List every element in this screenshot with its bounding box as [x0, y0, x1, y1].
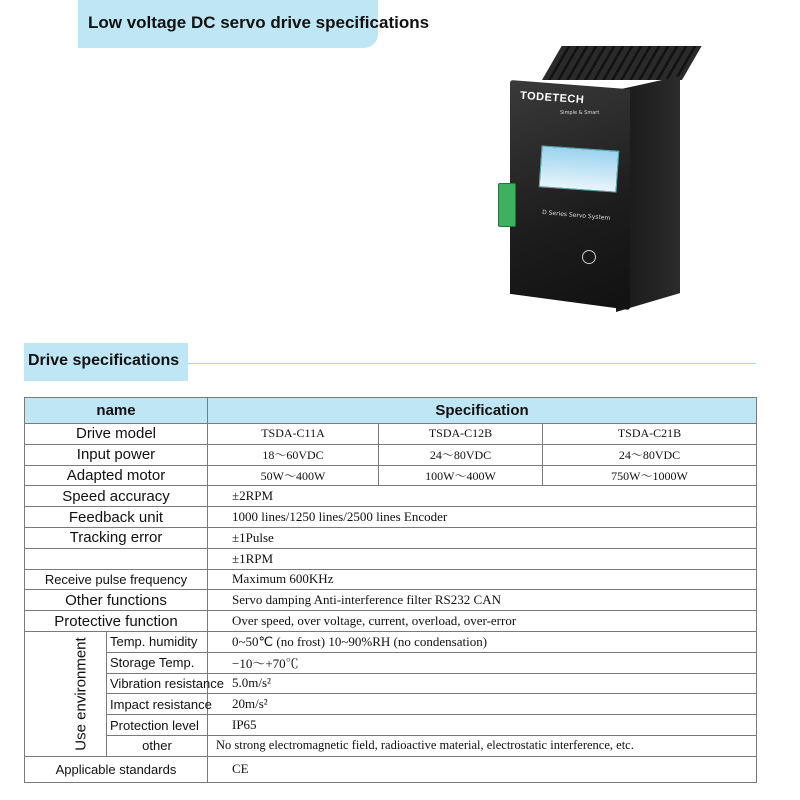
section-title: Drive specifications — [28, 352, 180, 369]
table-row — [25, 652, 757, 673]
table-row — [25, 694, 757, 715]
product-heatsink — [542, 46, 702, 80]
product-tagline: Simple & Smart — [560, 110, 600, 116]
cell-value: ±1RPM — [208, 548, 757, 569]
row-label: Drive model — [25, 424, 208, 445]
table-row — [25, 507, 757, 528]
use-environment-cell — [25, 631, 107, 756]
cell-value: 0~50℃ (no frost) 10~90%RH (no condensation) — [208, 631, 757, 652]
header-spec: Specification — [208, 398, 757, 424]
row-label-empty — [25, 548, 208, 569]
product-series: D Series Servo System — [541, 209, 611, 222]
cell-value: TSDA-C12B — [379, 424, 543, 445]
row-label: Temp. humidity — [107, 631, 208, 652]
cell-value: ±1Pulse — [208, 527, 757, 548]
cell-value: 18～60VDC — [208, 444, 379, 465]
page-title: Low voltage DC servo drive specifications — [88, 13, 430, 32]
cell-value: Over speed, over voltage, current, overload, over-error — [208, 611, 757, 632]
cell-value: Maximum 600KHz — [208, 569, 757, 590]
row-label: Vibration resistance — [107, 673, 208, 694]
cell-value: −10～+70℃ — [208, 652, 757, 673]
table-row — [25, 673, 757, 694]
cell-value: TSDA-C11A — [208, 424, 379, 445]
product-brand: TODETECH — [519, 89, 585, 107]
table-row — [25, 756, 757, 782]
row-label: Speed accuracy — [25, 486, 208, 507]
spec-table — [24, 397, 757, 783]
cell-value: No strong electromagnetic field, radioactive material, electrostatic interference, etc. — [208, 735, 757, 756]
table-row — [25, 424, 757, 445]
table-row — [25, 631, 757, 652]
cell-value: 20m/s² — [208, 694, 757, 715]
row-label: Impact resistance — [107, 694, 208, 715]
cell-value: 5.0m/s² — [208, 673, 757, 694]
cell-value: IP65 — [208, 715, 757, 736]
table-row — [25, 715, 757, 736]
row-label: Receive pulse frequency — [25, 569, 208, 590]
table-row — [25, 735, 757, 756]
row-label: Feedback unit — [25, 507, 208, 528]
row-label: Protective function — [25, 611, 208, 632]
row-label: Storage Temp. — [107, 652, 208, 673]
product-label — [539, 145, 620, 192]
table-row — [25, 548, 757, 569]
table-row — [25, 465, 757, 486]
row-label: Protection level — [107, 715, 208, 736]
table-row — [25, 611, 757, 632]
cell-value: Servo damping Anti-interference filter RS232 CAN — [208, 590, 757, 611]
use-environment-label: Use environment — [72, 637, 90, 751]
cell-value: 24～80VDC — [543, 444, 757, 465]
product-image — [498, 40, 698, 315]
table-row — [25, 527, 757, 548]
row-label: Tracking error — [25, 527, 208, 548]
row-label: other — [107, 735, 208, 756]
section-divider — [188, 363, 756, 364]
table-row — [25, 569, 757, 590]
row-label: Applicable standards — [25, 756, 208, 782]
cell-value: 1000 lines/1250 lines/2500 lines Encoder — [208, 507, 757, 528]
table-row — [25, 444, 757, 465]
table-row — [25, 590, 757, 611]
header-name: name — [25, 398, 208, 424]
cell-value: CE — [208, 756, 757, 782]
cell-value: 24～80VDC — [379, 444, 543, 465]
row-label: Adapted motor — [25, 465, 208, 486]
product-terminal — [498, 183, 516, 227]
row-label: Input power — [25, 444, 208, 465]
table-row — [25, 486, 757, 507]
cell-value: 750W～1000W — [543, 465, 757, 486]
table-header-row — [25, 398, 757, 424]
cell-value: TSDA-C21B — [543, 424, 757, 445]
row-label: Other functions — [25, 590, 208, 611]
cell-value: ±2RPM — [208, 486, 757, 507]
cell-value: 100W～400W — [379, 465, 543, 486]
cell-value: 50W～400W — [208, 465, 379, 486]
product-logo-icon — [582, 250, 596, 264]
